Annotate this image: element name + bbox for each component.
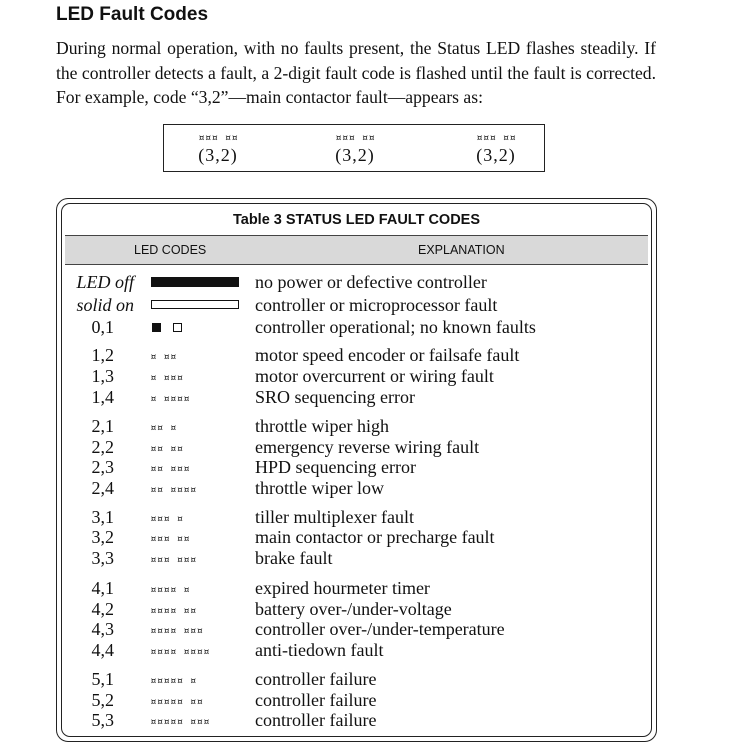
led-filled-square-icon	[152, 323, 161, 332]
fault-code-table	[56, 198, 657, 742]
table-row	[62, 457, 651, 478]
explanation: main contactor or precharge fault	[255, 527, 495, 547]
table-row	[62, 527, 651, 548]
table-row	[62, 619, 651, 640]
explanation: expired hourmeter timer	[255, 578, 430, 598]
led-code: LED off	[76, 272, 134, 292]
explanation: controller failure	[255, 669, 377, 689]
section-heading: LED Fault Codes	[56, 4, 209, 25]
table-row	[62, 272, 651, 293]
table-header	[65, 235, 648, 265]
led-blips: ¤¤¤¤ ¤¤¤	[150, 624, 203, 637]
explanation: controller over-/under-temperature	[255, 619, 505, 639]
led-blips: ¤¤¤¤ ¤¤¤¤	[150, 645, 210, 658]
table-row	[62, 345, 651, 366]
table-row	[62, 578, 651, 599]
explanation: motor overcurrent or wiring fault	[255, 366, 494, 386]
example-blips: ¤¤¤ ¤¤	[335, 131, 375, 144]
led-code: 0,1	[91, 317, 114, 337]
table-row	[62, 295, 651, 316]
led-code: solid on	[76, 295, 134, 315]
explanation: throttle wiper high	[255, 416, 389, 436]
explanation: tiller multiplexer fault	[255, 507, 414, 527]
led-off-bar	[151, 277, 239, 287]
example-item	[178, 131, 258, 165]
led-code: 1,2	[91, 345, 114, 365]
example-box	[163, 124, 545, 172]
led-code: 4,2	[91, 599, 114, 619]
led-blips: ¤¤ ¤	[150, 421, 177, 434]
example-item	[315, 131, 395, 165]
led-blips: ¤¤ ¤¤	[150, 442, 184, 455]
explanation: controller operational; no known faults	[255, 317, 536, 337]
explanation: emergency reverse wiring fault	[255, 437, 480, 457]
table-row	[62, 599, 651, 620]
explanation: anti-tiedown fault	[255, 640, 384, 660]
table-row	[62, 478, 651, 499]
table-row	[62, 416, 651, 437]
led-blips: ¤ ¤¤¤¤	[150, 392, 190, 405]
explanation: HPD sequencing error	[255, 457, 416, 477]
table-title: Table 3 STATUS LED FAULT CODES	[232, 212, 481, 228]
led-code: 3,3	[91, 548, 114, 568]
led-code: 3,1	[91, 507, 114, 527]
table-row	[62, 690, 651, 711]
led-code: 2,1	[91, 416, 114, 436]
column-header-explanation: EXPLANATION	[418, 243, 505, 257]
led-blips: ¤ ¤¤	[150, 350, 177, 363]
explanation: SRO sequencing error	[255, 387, 415, 407]
table-row	[62, 387, 651, 408]
led-blips: ¤¤¤ ¤	[150, 512, 184, 525]
led-blips: ¤¤¤¤¤ ¤¤¤	[150, 715, 210, 728]
table-row	[62, 710, 651, 731]
explanation: controller failure	[255, 690, 377, 710]
example-blips: ¤¤¤ ¤¤	[476, 131, 516, 144]
led-blip-icon	[173, 323, 182, 332]
led-code: 2,3	[91, 457, 114, 477]
led-code: 1,4	[91, 387, 114, 407]
table-row	[62, 669, 651, 690]
led-code: 5,1	[91, 669, 114, 689]
explanation: no power or defective controller	[255, 272, 487, 292]
table-row	[62, 317, 651, 338]
led-code: 4,1	[91, 578, 114, 598]
example-code: (3,2)	[335, 145, 375, 165]
table-row	[62, 507, 651, 528]
table-inner-border	[61, 203, 652, 737]
explanation: controller failure	[255, 710, 377, 730]
led-blips: ¤¤¤¤¤ ¤¤	[150, 695, 203, 708]
led-code: 5,2	[91, 690, 114, 710]
led-blips: ¤¤¤¤ ¤	[150, 583, 190, 596]
led-code: 3,2	[91, 527, 114, 547]
led-code: 2,2	[91, 437, 114, 457]
example-code: (3,2)	[198, 145, 238, 165]
table-row	[62, 366, 651, 387]
led-blips: ¤¤ ¤¤¤	[150, 462, 190, 475]
led-code: 1,3	[91, 366, 114, 386]
example-code: (3,2)	[476, 145, 516, 165]
explanation: brake fault	[255, 548, 333, 568]
led-code: 4,4	[91, 640, 114, 660]
led-blips: ¤ ¤¤¤	[150, 371, 184, 384]
explanation: controller or microprocessor fault	[255, 295, 498, 315]
table-row	[62, 437, 651, 458]
led-solid-bar	[151, 300, 239, 309]
led-blips: ¤¤ ¤¤¤¤	[150, 483, 197, 496]
led-code: 2,4	[91, 478, 114, 498]
example-item	[456, 131, 536, 165]
led-code: 5,3	[91, 710, 114, 730]
led-blips: ¤¤¤ ¤¤	[150, 532, 190, 545]
explanation: motor speed encoder or failsafe fault	[255, 345, 520, 365]
explanation: battery over-/under-voltage	[255, 599, 452, 619]
led-code: 4,3	[91, 619, 114, 639]
table-row	[62, 548, 651, 569]
led-blips: ¤¤¤ ¤¤¤	[150, 553, 197, 566]
intro-paragraph: During normal operation, with no faults present, the Status LED flashes steadily. If the controller detects a fault, a 2-digit fault code is flashed until the fault is corrected. For example, code “3,2”—main contactor fault—appears as:	[56, 38, 656, 107]
table-row	[62, 640, 651, 661]
example-blips: ¤¤¤ ¤¤	[198, 131, 238, 144]
explanation: throttle wiper low	[255, 478, 384, 498]
led-blips: ¤¤¤¤ ¤¤	[150, 604, 197, 617]
led-blips: ¤¤¤¤¤ ¤	[150, 674, 197, 687]
column-header-led-codes: LED CODES	[134, 243, 207, 257]
